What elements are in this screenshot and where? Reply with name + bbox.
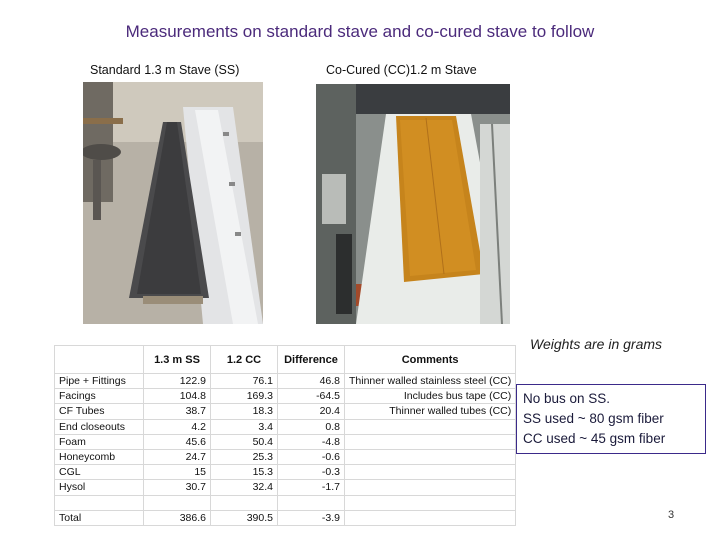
table-cell: 104.8 <box>144 389 211 404</box>
table-cell: -3.9 <box>278 510 345 525</box>
table-cell: -1.7 <box>278 480 345 495</box>
table-header-cell: Difference <box>278 346 345 374</box>
table-row <box>55 389 516 404</box>
table-row <box>55 374 516 389</box>
table-cell <box>345 434 516 449</box>
table-cell: Facings <box>55 389 144 404</box>
table-cell: 18.3 <box>211 404 278 419</box>
table-cell: 4.2 <box>144 419 211 434</box>
table-cell: 45.6 <box>144 434 211 449</box>
table-row <box>55 434 516 449</box>
table-cell: 38.7 <box>144 404 211 419</box>
table-cell <box>144 495 211 510</box>
page-number: 3 <box>668 509 675 521</box>
table-cell: Pipe + Fittings <box>55 374 144 389</box>
weights-unit-note: Weights are in grams <box>530 336 663 352</box>
weights-table <box>54 345 516 526</box>
table-cell <box>345 419 516 434</box>
weights-table-wrapper <box>54 345 516 526</box>
table-cell: Total <box>55 510 144 525</box>
table-cell: -64.5 <box>278 389 345 404</box>
table-cell: Honeycomb <box>55 449 144 464</box>
table-cell: 32.4 <box>211 480 278 495</box>
table-cell: 24.7 <box>144 449 211 464</box>
table-header-cell: Comments <box>345 346 516 374</box>
table-total-row <box>55 510 516 525</box>
table-cell <box>345 510 516 525</box>
table-cell: 15 <box>144 465 211 480</box>
table-cell: 386.6 <box>144 510 211 525</box>
table-header-row <box>55 346 516 374</box>
table-header-cell: 1.3 m SS <box>144 346 211 374</box>
table-cell: 46.8 <box>278 374 345 389</box>
standard-stave-image <box>83 82 263 324</box>
table-cell <box>345 465 516 480</box>
table-cell <box>345 495 516 510</box>
table-cell: 0.8 <box>278 419 345 434</box>
note-line-1: No bus on SS. <box>523 391 611 406</box>
table-cell: 15.3 <box>211 465 278 480</box>
table-cell <box>211 495 278 510</box>
table-cell: 25.3 <box>211 449 278 464</box>
table-cell: 169.3 <box>211 389 278 404</box>
slide-title: Measurements on standard stave and co-cured stave to follow <box>125 22 595 41</box>
right-photo-caption: Co-Cured (CC)1.2 m Stave <box>326 63 477 77</box>
table-cell: -0.3 <box>278 465 345 480</box>
table-cell <box>55 495 144 510</box>
table-cell: Includes bus tape (CC) <box>345 389 516 404</box>
table-cell <box>345 449 516 464</box>
table-cell: 122.9 <box>144 374 211 389</box>
table-cell: -0.6 <box>278 449 345 464</box>
table-cell: 390.5 <box>211 510 278 525</box>
table-cell: -4.8 <box>278 434 345 449</box>
left-photo-caption: Standard 1.3 m Stave (SS) <box>90 63 240 77</box>
table-cell: Foam <box>55 434 144 449</box>
table-cell: Thinner walled tubes (CC) <box>345 404 516 419</box>
table-row <box>55 404 516 419</box>
standard-stave-photo <box>83 82 263 324</box>
table-cell: 50.4 <box>211 434 278 449</box>
table-cell: 3.4 <box>211 419 278 434</box>
co-cured-stave-photo <box>316 84 510 324</box>
table-cell <box>345 480 516 495</box>
table-header-cell: 1.2 CC <box>211 346 278 374</box>
table-row <box>55 480 516 495</box>
note-line-2: SS used ~ 80 gsm fiber <box>523 411 664 426</box>
table-cell: CF Tubes <box>55 404 144 419</box>
table-cell: Thinner walled stainless steel (CC) <box>345 374 516 389</box>
table-cell: CGL <box>55 465 144 480</box>
table-cell: Hysol <box>55 480 144 495</box>
notes-box <box>516 384 706 454</box>
table-header-cell <box>55 346 144 374</box>
table-row <box>55 465 516 480</box>
table-cell <box>278 495 345 510</box>
table-cell: 30.7 <box>144 480 211 495</box>
table-cell: 20.4 <box>278 404 345 419</box>
table-row <box>55 449 516 464</box>
table-cell: 76.1 <box>211 374 278 389</box>
table-row <box>55 495 516 510</box>
table-cell: End closeouts <box>55 419 144 434</box>
note-line-3: CC used ~ 45 gsm fiber <box>523 431 666 446</box>
co-cured-stave-image <box>316 84 510 324</box>
table-row <box>55 419 516 434</box>
